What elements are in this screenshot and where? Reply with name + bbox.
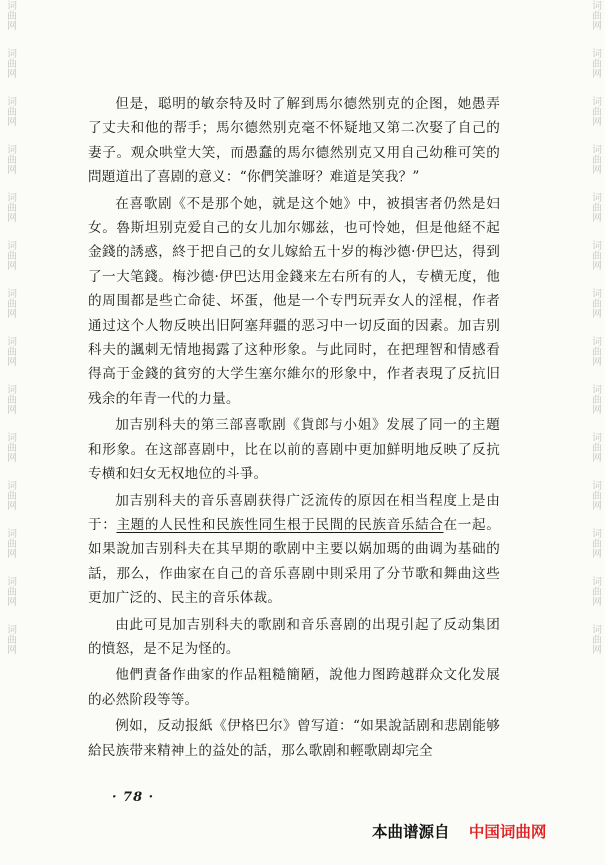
watermark-mark: 词曲网 xyxy=(4,576,16,606)
right-watermark-strip xyxy=(585,0,605,865)
watermark-mark: 词曲网 xyxy=(589,96,601,126)
paragraph-3: 加吉别科夫的第三部喜歌剧《貨郎与小姐》发展了同一的主題和形象。在这部喜剧中，比在以前的喜剧中更加鮮明地反映了反抗专横和妇女无权地位的斗爭。 xyxy=(88,417,500,483)
watermark-mark: 词曲网 xyxy=(4,432,16,462)
watermark-mark: 词曲网 xyxy=(589,624,601,654)
watermark-mark: 词曲网 xyxy=(4,240,16,270)
watermark-mark: 词曲网 xyxy=(4,0,16,30)
watermark-mark: 词曲网 xyxy=(589,432,601,462)
source-label: 本曲谱源自 xyxy=(372,823,450,841)
watermark-mark: 词曲网 xyxy=(4,144,16,174)
watermark-mark: 词曲网 xyxy=(4,48,16,78)
watermark-mark: 词曲网 xyxy=(4,288,16,318)
paragraph-5: 由此可見加吉别科夫的歌剧和音乐喜剧的出現引起了反动集团的憤怒，是不足为怪的。 xyxy=(88,616,500,657)
page-number: · 78 · xyxy=(112,790,155,805)
paragraph-2: 在喜歌剧《不是那个她，就是这个她》中，被損害者仍然是妇女。魯斯坦别克爱自己的女儿加尔娜兹，也可怜她，但是他経不起金錢的誘惑，終于把自己的女儿嫁給五十岁的梅沙德·伊巴达，得到了一大笔錢。梅沙德·伊巴达用金錢来左右所有的人，专横无度，他的周围都是些亡命徒、坏蛋，他是一个专門玩弄女人的淫棍，作者通过这个人物反映出旧阿塞拜疆的恶习中一切反面的因素。加吉别科夫的諷刺无情地揭露了这种形象。与此同时，在把理智和情感看得高于金錢的貧穷的大学生塞尔維尔的形象中，作者表現了反抗旧残余的年青一代的力量。 xyxy=(88,195,500,407)
left-watermark-strip xyxy=(0,0,20,865)
body-text xyxy=(88,92,500,763)
watermark-mark: 词曲网 xyxy=(4,480,16,510)
watermark-mark: 词曲网 xyxy=(4,192,16,222)
watermark-mark: 词曲网 xyxy=(589,336,601,366)
source-site-name[interactable]: 中国词曲网 xyxy=(468,823,547,841)
paragraph-4-lead: 加吉别科夫的音乐喜剧获得广泛流传的原因在相当程度上是由于： xyxy=(88,492,500,533)
paragraph-4 xyxy=(88,489,500,611)
watermark-mark: 词曲网 xyxy=(589,240,601,270)
watermark-mark: 词曲网 xyxy=(589,384,601,414)
watermark-mark: 词曲网 xyxy=(4,336,16,366)
watermark-mark: 词曲网 xyxy=(589,576,601,606)
source-credit xyxy=(372,820,546,842)
watermark-mark: 词曲网 xyxy=(589,288,601,318)
paragraph-7: 例如，反动报紙《伊格巴尔》曾写道：“如果說話剧和悲剧能够給民族带来精神上的益处的話，那么歌剧和輕歌剧却完全 xyxy=(88,718,500,759)
underlined-phrase: 主題的人民性和民族性同生根于民間的民族音乐結合 xyxy=(116,516,444,533)
watermark-mark: 词曲网 xyxy=(589,0,601,30)
watermark-mark: 词曲网 xyxy=(589,480,601,510)
watermark-mark: 词曲网 xyxy=(4,624,16,654)
watermark-mark: 词曲网 xyxy=(4,528,16,558)
paragraph-1: 但是，聪明的敏奈特及时了解到馬尔德然别克的企图，她愚弄了丈夫和他的帮手；馬尔德然别克毫不怀疑地又第二次娶了自己的妻子。观众哄堂大笑，而愚蠢的馬尔德然别克又用自己幼稚可笑的問題道出了喜剧的意义：“你們笑誰呀？难道是笑我？” xyxy=(88,96,500,186)
watermark-mark: 词曲网 xyxy=(4,384,16,414)
watermark-mark: 词曲网 xyxy=(589,192,601,222)
paragraph-6: 他們責备作曲家的作品粗糙簡陋，說他力图跨越群众文化发展的必然阶段等等。 xyxy=(88,667,500,708)
watermark-mark: 词曲网 xyxy=(4,96,16,126)
watermark-mark: 词曲网 xyxy=(589,528,601,558)
paragraph-4-rest: 在一起。如果說加吉别科夫在其早期的歌剧中主要以娲加瑪的曲调为基础的話，那么，作曲家在自己的音乐喜剧中則采用了分节歌和舞曲这些更加广泛的、民主的音乐体裁。 xyxy=(88,516,500,607)
watermark-mark: 词曲网 xyxy=(589,144,601,174)
watermark-mark: 词曲网 xyxy=(589,48,601,78)
